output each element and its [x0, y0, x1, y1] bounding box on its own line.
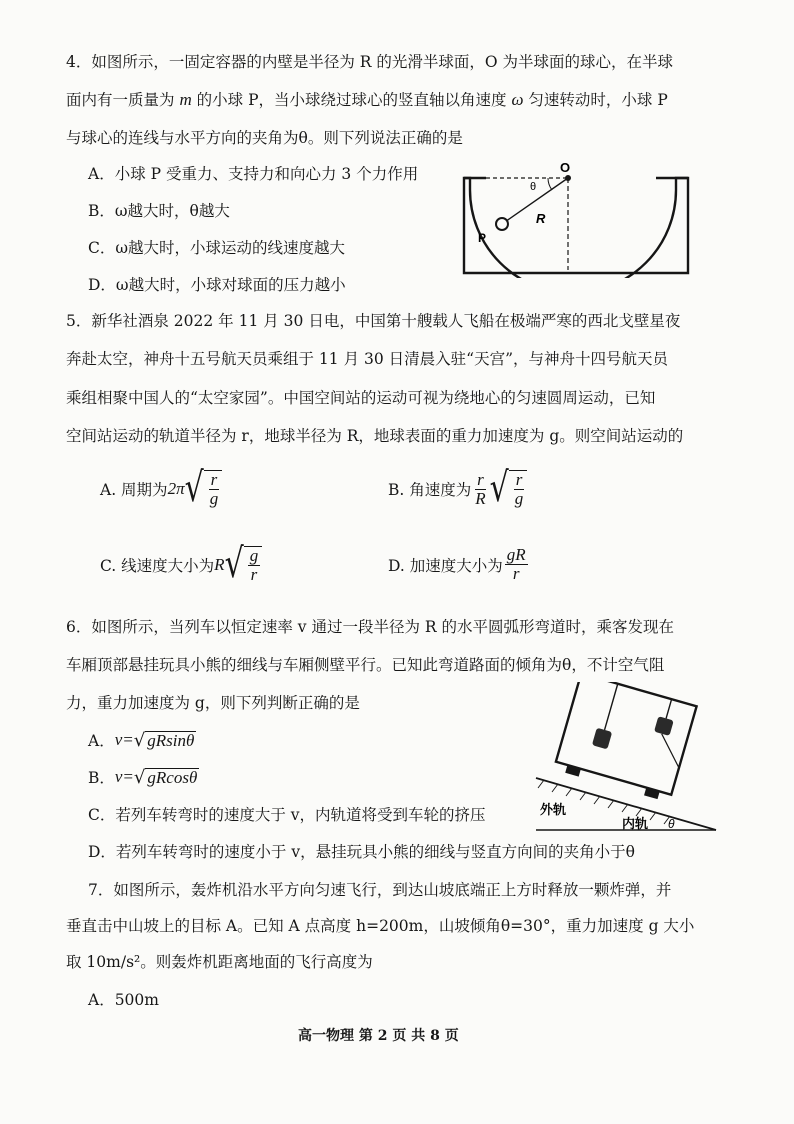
q4-option-d: D．ω越大时，小球对球面的压力越小 [88, 276, 346, 294]
q5-option-a-coef: 2π [167, 479, 185, 498]
q6-option-a-rad: gRsinθ [147, 730, 195, 750]
q4-label-o: O [560, 160, 571, 175]
q5-option-b-sqrt: √ $\frac{r}{g}$ [490, 470, 528, 508]
q4-line2-a: 面内有一质量为 [66, 91, 175, 109]
q7-line1: 7．如图所示，轰炸机沿水平方向匀速飞行，到达山坡底端正上方时释放一颗炸弹，并 [88, 881, 672, 899]
q5-option-c-den: r [250, 565, 258, 584]
q5-line4: 空间站运动的轨道半径为 r，地球半径为 R，地球表面的重力加速度为 g。则空间站运动的 [66, 427, 684, 445]
q5-option-c-label: C. 线速度大小为 [100, 557, 215, 575]
q4-label-theta: θ [530, 181, 537, 193]
q4-angle-arc [548, 178, 552, 190]
q6-train-car [554, 682, 697, 802]
q6-option-a-lhs: v= [114, 730, 134, 749]
page-footer: 高一物理 第 2 页 共 8 页 [298, 1028, 459, 1044]
q5-line2: 奔赴太空，神舟十五号航天员乘组于 11 月 30 日清晨入驻“天宫”，与神舟十四号航天员 [66, 350, 669, 368]
q7-line3: 取 10m/s²。则轰炸机距离地面的飞行高度为 [66, 953, 373, 971]
q6-outer-rail-label: 外轨 [540, 802, 567, 817]
q5-option-a [100, 464, 222, 512]
q5-option-b-num2: r [515, 470, 523, 489]
q6-option-b [88, 766, 199, 788]
q5-option-b [388, 464, 527, 512]
q5-option-c-sqrt: √ $\frac{g}{r}$ [225, 546, 263, 584]
q4-line2 [66, 90, 668, 110]
q5-line3: 乘组相聚中国人的“太空家园”。中国空间站的运动可视为绕地心的匀速圆周运动，已知 [66, 389, 656, 407]
q6-train-figure [530, 682, 720, 834]
q6-line3: 力，重力加速度为 g，则下列判断正确的是 [66, 694, 360, 712]
q4-line3: 与球心的连线与水平方向的夹角为θ。则下列说法正确的是 [66, 129, 463, 147]
q5-option-b-num1: r [477, 469, 484, 489]
q6-option-a-label: A． [88, 732, 115, 750]
q4-label-p: P [478, 231, 487, 245]
q4-option-b: B．ω越大时，θ越大 [88, 202, 230, 220]
q4-line2-c: 匀速转动时，小球 P [528, 91, 668, 109]
q6-option-b-rad: gRcosθ [147, 767, 198, 787]
q4-option-a: A．小球 P 受重力、支持力和向心力 3 个力作用 [88, 165, 419, 183]
q6-theta-label: θ [668, 817, 675, 831]
q5-option-c-coef: R [214, 555, 225, 574]
q5-option-b-den2: g [514, 489, 524, 508]
q6-inner-rail-label: 内轨 [622, 816, 649, 831]
q6-option-b-lhs: v= [114, 767, 134, 786]
q5-option-d-den: r [512, 564, 520, 583]
q5-option-d [388, 546, 530, 583]
q5-option-c-num: g [249, 546, 259, 565]
q5-option-a-den: g [209, 489, 219, 508]
q5-option-a-num: r [210, 470, 218, 489]
q5-option-b-den1: R [475, 488, 486, 508]
q4-line2-b: 的小球 P，当小球绕过球心的竖直轴以角速度 [196, 91, 507, 109]
q5-option-d-num: gR [506, 545, 526, 564]
q4-hemisphere-figure [458, 160, 693, 278]
q6-option-a [88, 729, 196, 751]
q4-ball-p [496, 218, 508, 230]
q5-line1: 5．新华社酒泉 2022 年 11 月 30 日电，中国第十艘载人飞船在极端严寒的西北戈壁星夜 [66, 312, 681, 330]
q5-option-d-label: D. 加速度大小为 [388, 556, 503, 575]
q6-line1: 6．如图所示，当列车以恒定速率 v 通过一段半径为 R 的水平圆弧形弯道时，乘客发现在 [66, 618, 674, 636]
q4-line1: 4．如图所示，一固定容器的内壁是半径为 R 的光滑半球面，O 为半球面的球心，在半球 [66, 53, 674, 71]
q5-option-a-label: A. 周期为 [100, 481, 168, 499]
q7-option-a: A．500m [88, 991, 159, 1009]
q6-option-d: D．若列车转弯时的速度小于 v，悬挂玩具小熊的细线与竖直方向间的夹角小于θ [88, 843, 635, 861]
q6-option-a-sqrt: √ gRsinθ [133, 729, 195, 751]
q7-line2: 垂直击中山坡上的目标 A。已知 A 点高度 h=200m，山坡倾角θ=30°，重力加速度 g 大小 [66, 917, 695, 935]
q6-option-b-sqrt: √ gRcosθ [133, 766, 198, 788]
q6-option-b-label: B． [88, 769, 115, 787]
q4-label-r: R [536, 211, 546, 226]
q4-mass-symbol: m [179, 90, 192, 109]
q4-option-c: C．ω越大时，小球运动的线速度越大 [88, 239, 345, 257]
q6-line2: 车厢顶部悬挂玩具小熊的细线与车厢侧壁平行。已知此弯道路面的倾角为θ，不计空气阻 [66, 656, 665, 674]
q5-option-b-label: B. 角速度为 [388, 481, 472, 499]
q5-option-a-sqrt: √ $\frac{r}{g}$ [185, 470, 223, 508]
q4-omega-symbol: ω [511, 90, 524, 109]
q5-option-c [100, 540, 262, 588]
q4-center-dot [565, 175, 571, 181]
q6-option-c: C．若列车转弯时的速度大于 v，内轨道将受到车轮的挤压 [88, 806, 486, 824]
